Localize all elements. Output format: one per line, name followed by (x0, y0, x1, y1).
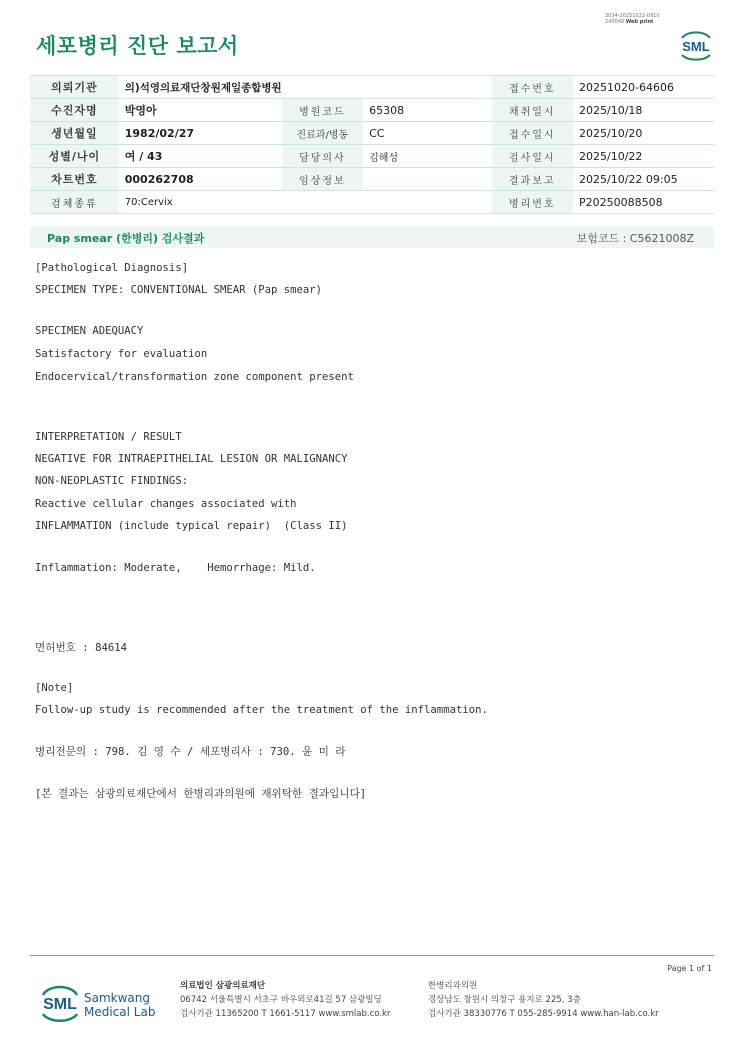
info-row (30, 122, 714, 145)
footer-divider (30, 955, 714, 956)
cell-label: 생년월일 (30, 122, 119, 145)
report-line: SPECIMEN ADEQUACY (35, 325, 144, 337)
brand-line1: Samkwang (84, 991, 150, 1005)
doc-ref-line2: 240048 (605, 19, 625, 25)
cell-value: 여 / 43 (119, 145, 282, 168)
cell-value (363, 168, 491, 191)
info-row (30, 168, 714, 191)
report-line: [Pathological Diagnosis] (35, 262, 189, 274)
page-number: Page 1 of 1 (667, 964, 712, 973)
cell-value: 000262708 (119, 168, 282, 191)
org2-name: 한병리과의원 (428, 981, 478, 991)
cell-value: 70:Cervix (119, 191, 492, 214)
cell-value: 2025/10/20 (573, 122, 714, 145)
cell-value: 김해성 (363, 145, 491, 168)
doc-ref-line1: 3034-20251022-0910 (605, 13, 660, 19)
org2-info (428, 979, 659, 1021)
org1-info (180, 979, 390, 1021)
cell-label: 담당의사 (282, 145, 363, 168)
brand-name (84, 991, 155, 1019)
info-row (30, 99, 714, 122)
info-row (30, 76, 714, 99)
brand-line2: Medical Lab (84, 1005, 156, 1019)
web-print-tag: Web print (625, 19, 654, 25)
report-line: INFLAMMATION (include typical repair) (Class II) (35, 520, 348, 532)
result-section-header (30, 226, 714, 248)
report-line: Reactive cellular changes associated with (35, 498, 297, 510)
report-line: 면허번호 : 84614 (35, 642, 127, 654)
cell-label: 의뢰기관 (30, 76, 119, 99)
cell-label: 임상정보 (282, 168, 363, 191)
report-line: NON-NEOPLASTIC FINDINGS: (35, 475, 189, 487)
cell-value: 2025/10/22 (573, 145, 714, 168)
cell-label: 병리번호 (492, 191, 573, 214)
cell-value: 65308 (363, 99, 491, 122)
info-row (30, 191, 714, 214)
org1-address: 06742 서울특별시 서초구 바우뫼로41길 57 삼광빌딩 (180, 995, 382, 1005)
cell-value: 2025/10/22 09:05 (573, 168, 714, 191)
report-line: INTERPRETATION / RESULT (35, 431, 182, 443)
cell-label: 접수번호 (492, 76, 573, 99)
info-row (30, 145, 714, 168)
report-line: Endocervical/transformation zone component present (35, 371, 354, 383)
cell-value: 박영아 (119, 99, 282, 122)
patient-info-table (30, 75, 714, 214)
cell-value: P20250088508 (573, 191, 714, 214)
cell-label: 병원코드 (282, 99, 363, 122)
org1-contact: 검사기관 11365200 T 1661-5117 www.smlab.co.kr (180, 1009, 391, 1019)
cell-value: 1982/02/27 (119, 122, 282, 145)
report-body (35, 262, 488, 800)
org2-address: 경상남도 창원시 의창구 용지로 225, 3층 (428, 995, 581, 1005)
footer-logo-text: SML (43, 996, 77, 1013)
cell-label: 검체종류 (30, 191, 119, 214)
cell-label: 성별/나이 (30, 145, 119, 168)
report-line: SPECIMEN TYPE: CONVENTIONAL SMEAR (Pap smear) (35, 284, 323, 296)
report-line: Inflammation: Moderate, Hemorrhage: Mild. (35, 562, 316, 574)
cell-label: 결과보고 (492, 168, 573, 191)
cell-label: 진료과/병동 (282, 122, 363, 145)
document-reference (605, 13, 660, 25)
insurance-code: 보험코드 : C5621008Z (576, 232, 694, 245)
cell-value: 20251020-64606 (573, 76, 714, 99)
samkwang-logo-icon (36, 982, 84, 1024)
cell-value: CC (363, 122, 491, 145)
report-line: [본 결과는 삼광의료재단에서 한병리과의원에 재위탁한 결과입니다] (35, 788, 367, 800)
report-line: NEGATIVE FOR INTRAEPITHELIAL LESION OR MALIGNANCY (35, 453, 348, 465)
cell-label: 채취일시 (492, 99, 573, 122)
sml-logo-icon (676, 28, 716, 64)
cell-label: 차트번호 (30, 168, 119, 191)
report-line: [Note] (35, 682, 74, 694)
org2-contact: 검사기관 38330776 T 055-285-9914 www.han-lab.co.kr (428, 1009, 659, 1019)
section-title: Pap smear (한병리) 검사결과 (47, 232, 205, 245)
cell-value: 의)석영의료재단창원제일종합병원 (119, 76, 492, 99)
logo-text: SML (682, 39, 710, 54)
report-line: 병리전문의 : 798. 김 영 수 / 세포병리사 : 730. 윤 미 라 (35, 746, 346, 758)
cell-value: 2025/10/18 (573, 99, 714, 122)
org1-name: 의료법인 삼광의료재단 (180, 981, 266, 991)
cell-label: 검사일시 (492, 145, 573, 168)
report-line: Satisfactory for evaluation (35, 348, 208, 360)
cell-label: 접수일시 (492, 122, 573, 145)
report-title: 세포병리 진단 보고서 (36, 34, 239, 58)
report-line: Follow-up study is recommended after the treatment of the inflammation. (35, 704, 488, 716)
cell-label: 수진자명 (30, 99, 119, 122)
